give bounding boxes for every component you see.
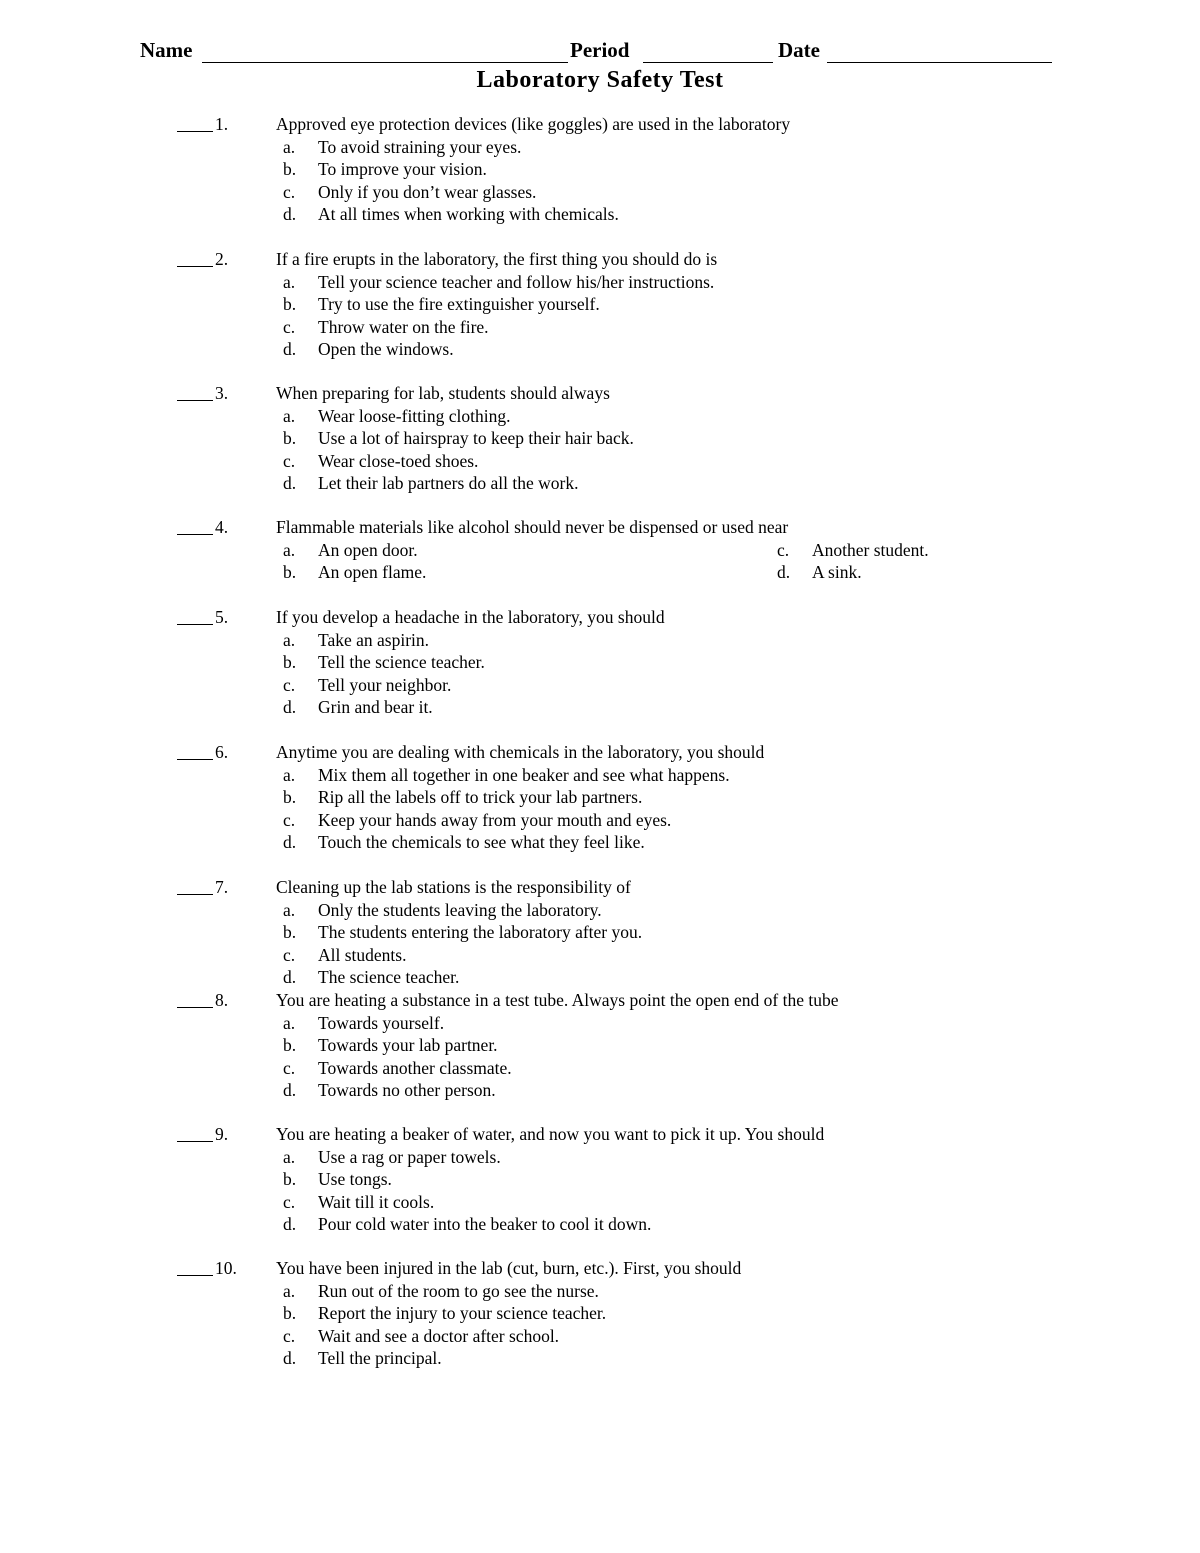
question-number: 10.	[215, 1258, 237, 1278]
option-letter: c.	[283, 181, 296, 202]
option-text: Use a rag or paper towels.	[318, 1146, 501, 1167]
option-letter: a.	[283, 1280, 296, 1301]
answer-blank[interactable]	[177, 382, 213, 401]
option-text: Let their lab partners do all the work.	[318, 473, 579, 493]
option-text: Only the students leaving the laboratory.	[318, 899, 602, 920]
question-number: 9.	[215, 1124, 229, 1144]
option-letter: c.	[283, 1057, 296, 1078]
answer-blank[interactable]	[177, 606, 213, 625]
answer-blank[interactable]	[177, 989, 213, 1008]
option-text: Use a lot of hairspray to keep their hair back.	[318, 428, 634, 448]
option-text: Tell the science teacher.	[318, 652, 485, 672]
option-text: Tell the principal.	[318, 1348, 442, 1368]
question-stem: You have been injured in the lab (cut, burn, etc.). First, you should	[276, 1258, 742, 1278]
option-letter: b.	[283, 159, 297, 179]
option-text: Towards yourself.	[318, 1012, 445, 1033]
name-label: Name	[140, 38, 193, 62]
option-text: Throw water on the fire.	[318, 316, 489, 337]
option-text: To avoid straining your eyes.	[318, 136, 522, 157]
option-letter: b.	[283, 1169, 297, 1189]
page-title: Laboratory Safety Test	[476, 67, 724, 93]
option-letter: d.	[283, 1080, 297, 1100]
question-number: 6.	[215, 742, 229, 762]
name-field[interactable]	[202, 62, 568, 63]
option-letter: a.	[283, 629, 296, 650]
option-letter: c.	[283, 1191, 296, 1212]
question-number: 4.	[215, 517, 229, 537]
question-number: 2.	[215, 249, 229, 269]
answer-blank[interactable]	[177, 1123, 213, 1142]
option-text: Rip all the labels off to trick your lab partners.	[318, 787, 643, 807]
answer-blank[interactable]	[177, 1257, 213, 1276]
option-letter: c.	[283, 809, 296, 830]
option-letter: a.	[283, 271, 296, 292]
option-text: Another student.	[812, 539, 929, 560]
option-letter: a.	[283, 539, 296, 560]
question-stem: If a fire erupts in the laboratory, the first thing you should do is	[276, 249, 718, 269]
option-letter: b.	[283, 1035, 297, 1055]
option-text: Try to use the fire extinguisher yourself.	[318, 294, 600, 314]
option-letter: b.	[283, 428, 297, 448]
answer-blank[interactable]	[177, 741, 213, 760]
option-letter: b.	[283, 562, 297, 582]
option-text: Wait till it cools.	[318, 1191, 435, 1212]
option-letter: c.	[283, 944, 296, 965]
option-letter: d.	[283, 1348, 297, 1368]
option-letter: c.	[283, 674, 296, 695]
option-text: All students.	[318, 944, 407, 965]
option-letter: a.	[283, 1146, 296, 1167]
option-letter: c.	[283, 1325, 296, 1346]
option-text: Mix them all together in one beaker and see what happens.	[318, 764, 730, 785]
option-text: A sink.	[812, 562, 862, 582]
option-text: Towards your lab partner.	[318, 1035, 498, 1055]
question-stem: You are heating a substance in a test tube. Always point the open end of the tube	[276, 990, 839, 1010]
option-letter: c.	[777, 539, 790, 560]
question-number: 5.	[215, 607, 229, 627]
answer-blank[interactable]	[177, 248, 213, 267]
option-text: Touch the chemicals to see what they feel like.	[318, 832, 645, 852]
option-text: Only if you don’t wear glasses.	[318, 181, 537, 202]
answer-blank[interactable]	[177, 876, 213, 895]
option-text: Use tongs.	[318, 1169, 392, 1189]
option-text: Keep your hands away from your mouth and eyes.	[318, 809, 672, 830]
option-text: To improve your vision.	[318, 159, 487, 179]
option-text: An open door.	[318, 539, 418, 560]
date-label: Date	[778, 38, 820, 62]
option-text: The students entering the laboratory after you.	[318, 922, 643, 942]
option-letter: a.	[283, 764, 296, 785]
option-text: Grin and bear it.	[318, 697, 433, 717]
option-letter: b.	[283, 294, 297, 314]
option-letter: a.	[283, 405, 296, 426]
answer-blank[interactable]	[177, 516, 213, 535]
option-letter: a.	[283, 899, 296, 920]
question-stem: You are heating a beaker of water, and now you want to pick it up. You should	[276, 1124, 825, 1144]
question-number: 7.	[215, 877, 229, 897]
question-stem: Approved eye protection devices (like goggles) are used in the laboratory	[276, 114, 791, 134]
option-letter: b.	[283, 787, 297, 807]
question-stem: Cleaning up the lab stations is the responsibility of	[276, 877, 631, 897]
option-text: Tell your science teacher and follow his/her instructions.	[318, 271, 715, 292]
option-letter: c.	[283, 450, 296, 471]
option-text: Report the injury to your science teacher.	[318, 1303, 607, 1323]
question-stem: When preparing for lab, students should always	[276, 383, 610, 403]
answer-blank[interactable]	[177, 113, 213, 132]
option-text: The science teacher.	[318, 967, 460, 987]
option-letter: d.	[777, 562, 791, 582]
period-label: Period	[570, 38, 630, 62]
option-letter: d.	[283, 967, 297, 987]
option-text: An open flame.	[318, 562, 427, 582]
option-letter: a.	[283, 136, 296, 157]
option-letter: d.	[283, 697, 297, 717]
option-text: Run out of the room to go see the nurse.	[318, 1280, 599, 1301]
date-field[interactable]	[827, 62, 1052, 63]
option-letter: d.	[283, 473, 297, 493]
option-letter: b.	[283, 922, 297, 942]
option-text: Open the windows.	[318, 339, 454, 359]
question-number: 8.	[215, 990, 229, 1010]
question-number: 3.	[215, 383, 229, 403]
option-text: Tell your neighbor.	[318, 674, 452, 695]
option-letter: a.	[283, 1012, 296, 1033]
option-text: Towards no other person.	[318, 1080, 496, 1100]
option-letter: d.	[283, 832, 297, 852]
question-stem: Flammable materials like alcohol should never be dispensed or used near	[276, 517, 789, 537]
question-stem: If you develop a headache in the laboratory, you should	[276, 607, 665, 627]
question-stem: Anytime you are dealing with chemicals in the laboratory, you should	[276, 742, 765, 762]
option-text: Wear loose-fitting clothing.	[318, 405, 511, 426]
option-letter: d.	[283, 1214, 297, 1234]
option-letter: d.	[283, 204, 297, 224]
period-field[interactable]	[643, 62, 773, 63]
option-text: Pour cold water into the beaker to cool it down.	[318, 1214, 652, 1234]
option-letter: b.	[283, 652, 297, 672]
option-letter: c.	[283, 316, 296, 337]
option-text: Towards another classmate.	[318, 1057, 512, 1078]
option-text: Wait and see a doctor after school.	[318, 1325, 560, 1346]
option-text: Wear close-toed shoes.	[318, 450, 479, 471]
question-number: 1.	[215, 114, 229, 134]
option-text: Take an aspirin.	[318, 629, 430, 650]
student-info-header	[140, 36, 1052, 66]
option-text: At all times when working with chemicals.	[318, 204, 619, 224]
option-letter: d.	[283, 339, 297, 359]
option-letter: b.	[283, 1303, 297, 1323]
